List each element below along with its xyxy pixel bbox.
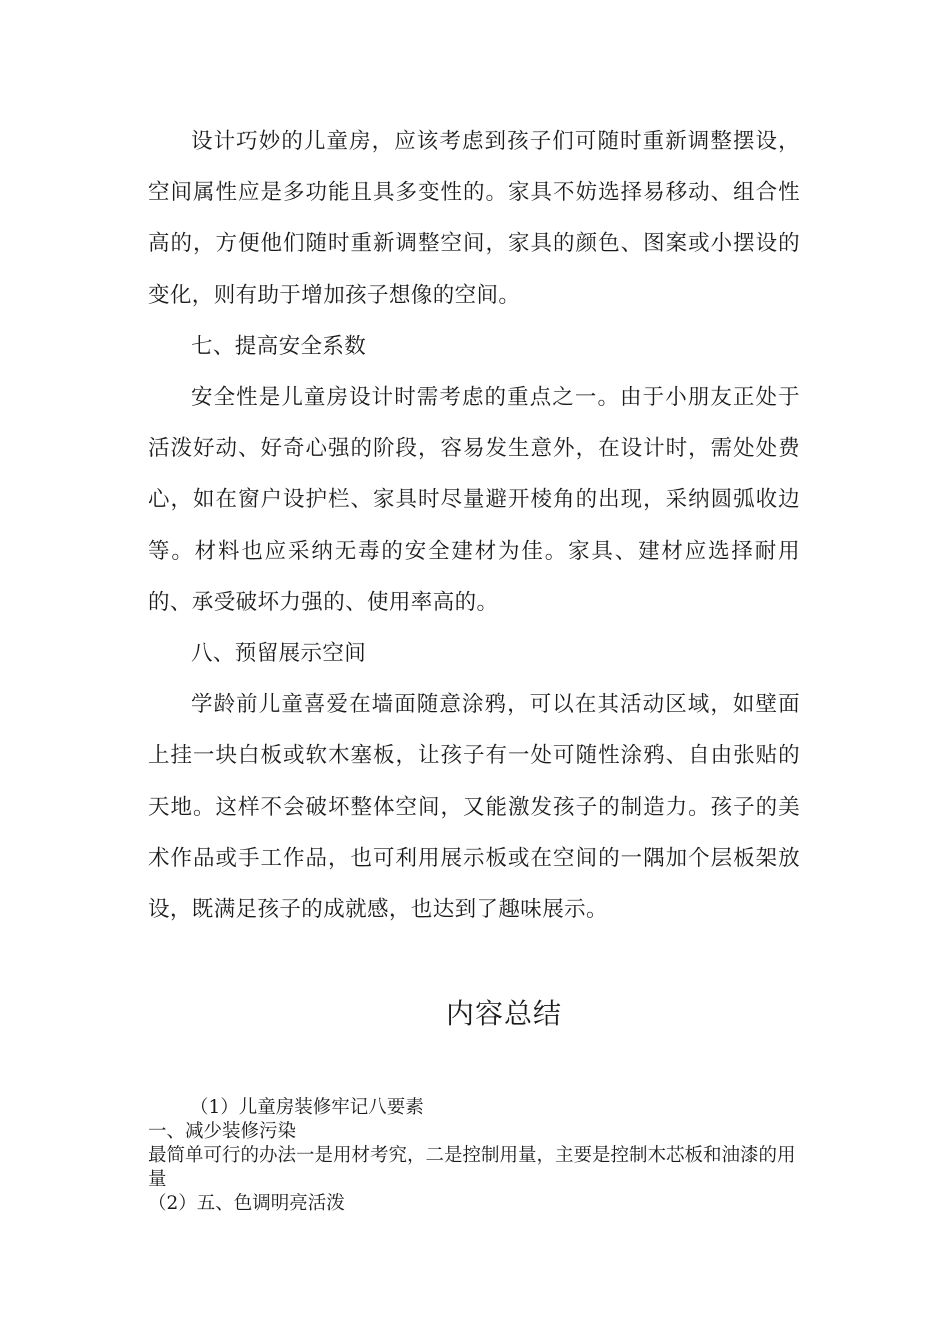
summary-section <box>148 1096 808 1216</box>
paragraph-safety: 安全性是儿童房设计时需考虑的重点之一。由于小朋友正处于活泼好动、好奇心强的阶段，容易发生意外，在设计时，需处处费心，如在窗户设护栏、家具时尽量避开棱角的出现，采纳圆弧收边等。材料也应采纳无毒的安全建材为佳。家具、建材应选择耐用的、承受破坏力强的、使用率高的。 <box>148 385 800 615</box>
summary-line: （2）五、色调明亮活泼 <box>148 1193 345 1214</box>
summary-line: 最简单可行的办法一是用材考究，二是控制用量，主要是控制木芯板和油漆的用量 <box>148 1145 796 1190</box>
paragraph-flexible-layout: 设计巧妙的儿童房，应该考虑到孩子们可随时重新调整摆设，空间属性应是多功能且具多变性的。家具不妨选择易移动、组合性高的，方便他们随时重新调整空间，家具的颜色、图案或小摆设的变化，则有助于增加孩子想像的空间。 <box>148 129 800 308</box>
paragraph-display: 学龄前儿童喜爱在墙面随意涂鸦，可以在其活动区域，如壁面上挂一块白板或软木塞板，让孩子有一处可随性涂鸦、自由张贴的天地。这样不会破坏整体空间，又能激发孩子的制造力。孩子的美术作品或手工作品，也可利用展示板或在空间的一隅加个层板架放设，既满足孩子的成就感，也达到了趣味展示。 <box>148 692 800 923</box>
body-text <box>148 116 800 935</box>
summary-title: 内容总结 <box>445 997 562 1030</box>
summary-line: 一、减少装修污染 <box>148 1121 297 1142</box>
section-heading-safety: 七、提高安全系数 <box>191 333 367 359</box>
section-heading-display: 八、预留展示空间 <box>191 641 367 667</box>
summary-line: （1）儿童房装修牢记八要素 <box>190 1097 424 1118</box>
